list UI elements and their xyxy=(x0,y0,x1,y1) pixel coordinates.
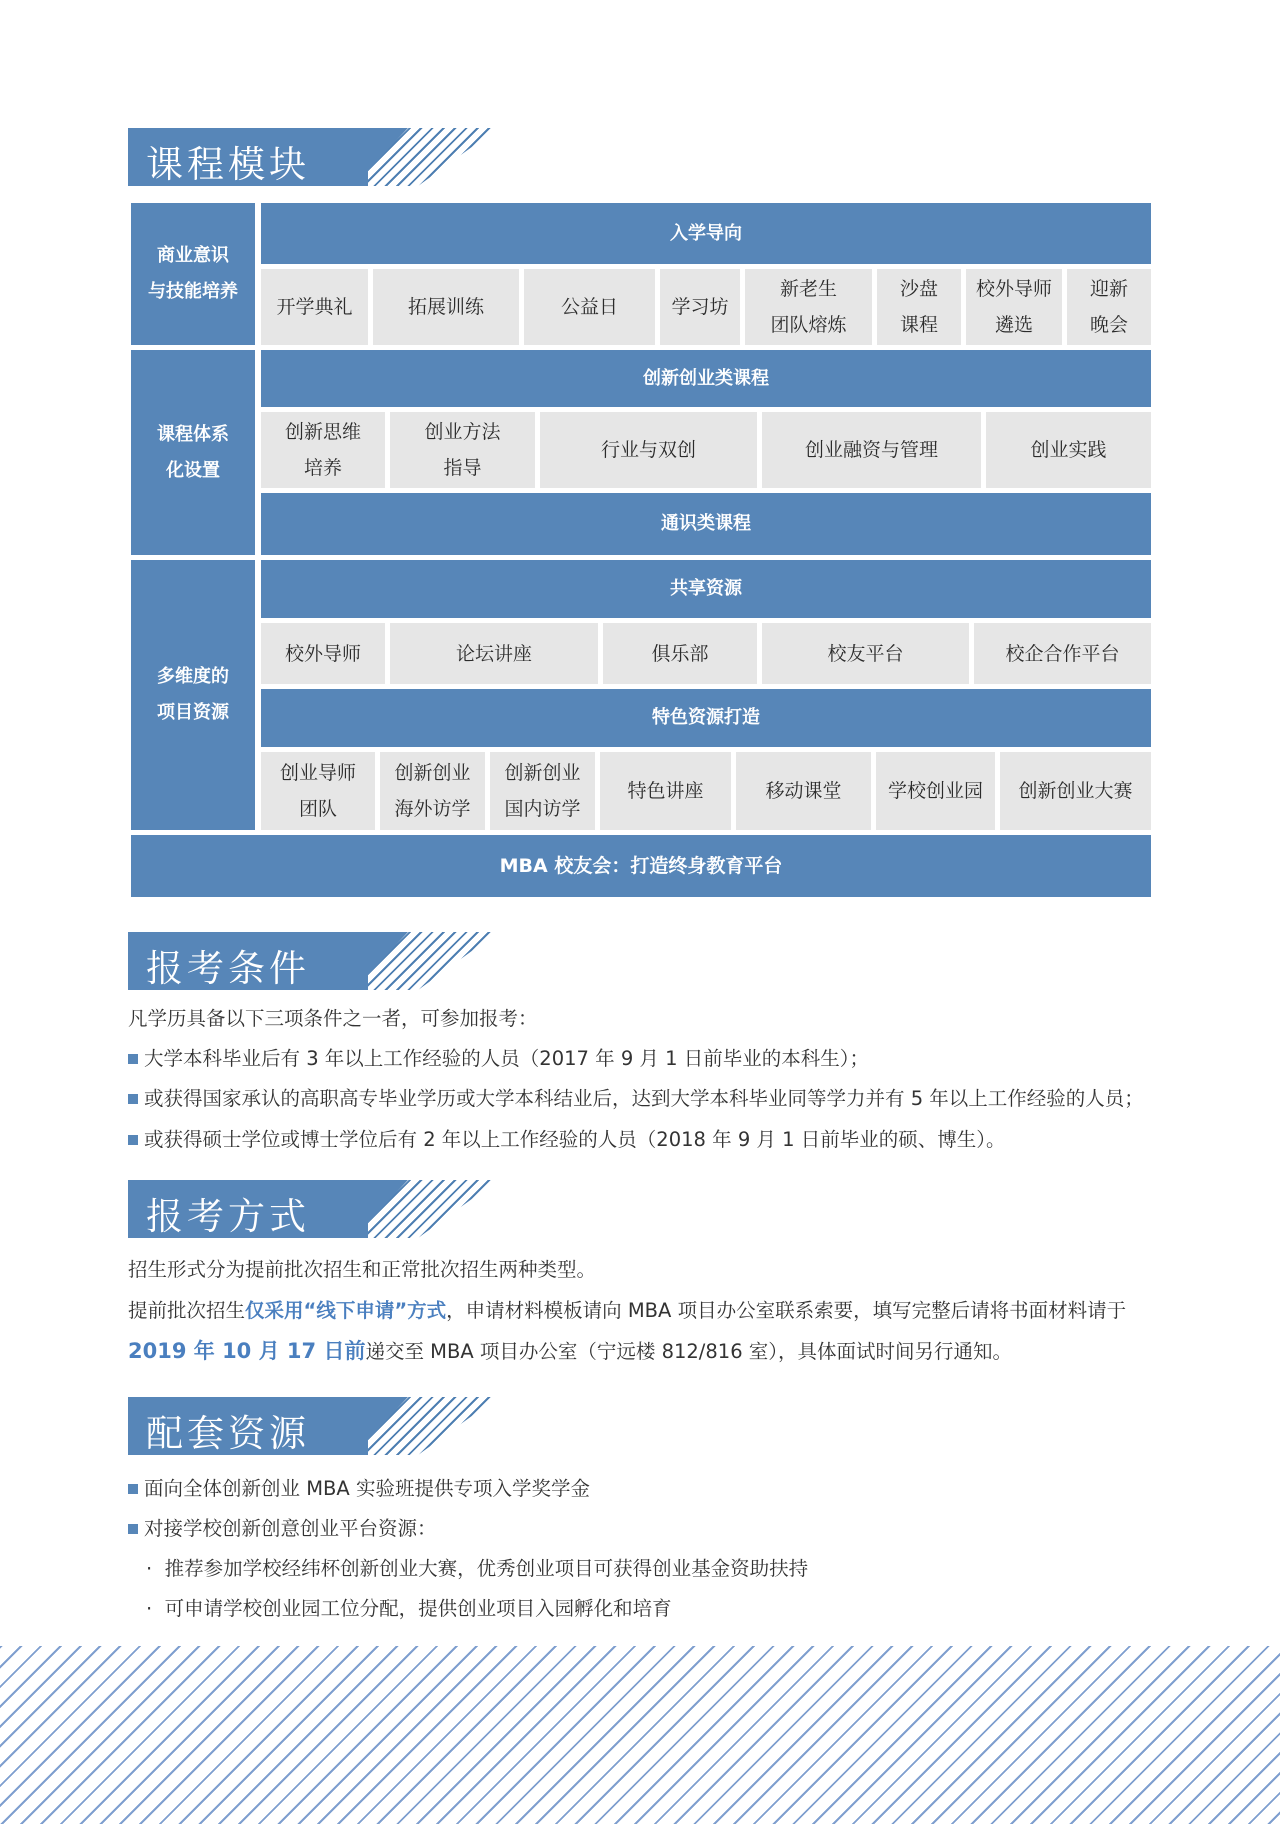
resource-item: 面向全体创新创业 MBA 实验班提供专项入学奖学金 xyxy=(128,1473,590,1501)
side-label-resources xyxy=(131,560,255,830)
special-item xyxy=(380,752,485,830)
side-line: 多维度的 xyxy=(157,666,229,687)
cell-line: 晚会 xyxy=(1089,314,1128,336)
side-line: 化设置 xyxy=(166,459,220,481)
special-item: 移动课堂 xyxy=(736,752,871,830)
side-line: 商业意识 xyxy=(157,245,229,266)
special-item: 创新创业大赛 xyxy=(1000,752,1151,830)
resource-subitem: · 可申请学校创业园工位分配，提供创业项目入园孵化和培育 xyxy=(146,1597,672,1620)
cell-line: 创新创业 xyxy=(504,762,581,784)
side-line: 课程体系 xyxy=(157,423,229,445)
shared-item: 论坛讲座 xyxy=(390,623,598,684)
cell-line: 创新思维 xyxy=(284,421,361,443)
resource-item: 对接学校创新创意创业平台资源： xyxy=(128,1513,437,1541)
alumni-footer: MBA 校友会：打造终身教育平台 xyxy=(131,835,1151,897)
shared-item: 俱乐部 xyxy=(603,623,757,684)
cell-line: 课程 xyxy=(899,314,938,336)
section-title: 报考条件 xyxy=(146,947,310,990)
method-line-2 xyxy=(128,1295,1126,1323)
condition-item: 大学本科毕业后有 3 年以上工作经验的人员（2017 年 9 月 1 日前毕业的本科生）； xyxy=(128,1043,869,1071)
side-label-business xyxy=(131,203,255,345)
heading-intro: 入学导向 xyxy=(261,203,1151,264)
condition-item: 或获得国家承认的高职高专毕业学历或大学本科结业后，达到大学本科毕业同等学力并有 5 年以上工作经验的人员； xyxy=(128,1083,1144,1111)
method-text: 递交至 MBA 项目办公室（宁远楼 812/816 室），具体面试时间另行通知。 xyxy=(365,1340,1013,1363)
shared-item: 校友平台 xyxy=(762,623,969,684)
section-title: 课程模块 xyxy=(146,143,310,186)
shared-item: 校企合作平台 xyxy=(974,623,1151,684)
innovation-item xyxy=(261,412,385,488)
section-header-method xyxy=(128,1180,498,1238)
method-text: ，申请材料模板请向 MBA 项目办公室联系索要，填写完整后请将书面材料请于 xyxy=(446,1299,1127,1322)
heading-special: 特色资源打造 xyxy=(261,689,1151,747)
method-line-1: 招生形式分为提前批次招生和正常批次招生两种类型。 xyxy=(128,1258,597,1281)
bottom-hatch-decoration xyxy=(0,1646,1280,1824)
cell-line: 沙盘 xyxy=(899,278,938,300)
innovation-item: 创业融资与管理 xyxy=(762,412,981,488)
subitem-text: 可申请学校创业园工位分配，提供创业项目入园孵化和培育 xyxy=(164,1597,672,1620)
cell-line: 团队熔炼 xyxy=(770,314,847,336)
cell-line: 海外访学 xyxy=(394,798,471,820)
resource-subitem: · 推荐参加学校经纬杯创新创业大赛，优秀创业项目可获得创业基金资助扶持 xyxy=(146,1557,809,1580)
section-header-conditions xyxy=(128,932,498,990)
innovation-item: 创业实践 xyxy=(986,412,1151,488)
side-line: 与技能培养 xyxy=(148,281,238,302)
cell-line: 指导 xyxy=(443,457,482,479)
side-line: 项目资源 xyxy=(157,702,229,723)
cell-line: 新老生 xyxy=(779,278,837,300)
cell-line: 国内访学 xyxy=(504,798,581,820)
cell-line: 校外导师 xyxy=(975,278,1052,300)
cell-line: 团队 xyxy=(298,798,337,820)
side-label-curriculum xyxy=(131,350,255,555)
intro-item xyxy=(1067,269,1151,345)
cell-line: 创业方法 xyxy=(424,421,501,443)
condition-item: 或获得硕士学位或博士学位后有 2 年以上工作经验的人员（2018 年 9 月 1 日前毕业的硕、博生）。 xyxy=(128,1124,1006,1152)
deadline-highlight: 2019 年 10 月 17 日前 xyxy=(128,1339,366,1363)
intro-item xyxy=(966,269,1062,345)
cell-line: 培养 xyxy=(303,457,342,479)
intro-item xyxy=(877,269,961,345)
section-header-resources xyxy=(128,1397,498,1455)
method-highlight: 仅采用“线下申请”方式 xyxy=(245,1299,447,1322)
intro-item: 开学典礼 xyxy=(261,269,368,345)
cell-line: 创业导师 xyxy=(279,762,356,784)
heading-general: 通识类课程 xyxy=(261,493,1151,555)
shared-item: 校外导师 xyxy=(261,623,385,684)
special-item xyxy=(490,752,595,830)
intro-item: 学习坊 xyxy=(660,269,740,345)
section-header-course xyxy=(128,128,498,186)
method-line-3 xyxy=(128,1335,1012,1365)
special-item xyxy=(261,752,375,830)
cell-line: 遴选 xyxy=(994,314,1033,336)
heading-innovation: 创新创业类课程 xyxy=(261,350,1151,407)
special-item: 特色讲座 xyxy=(600,752,731,830)
section-title: 配套资源 xyxy=(146,1412,310,1455)
heading-shared: 共享资源 xyxy=(261,560,1151,618)
conditions-intro: 凡学历具备以下三项条件之一者，可参加报考： xyxy=(128,1007,538,1030)
cell-line: 迎新 xyxy=(1089,278,1128,300)
section-title: 报考方式 xyxy=(146,1195,310,1238)
intro-item: 公益日 xyxy=(524,269,655,345)
intro-item xyxy=(745,269,872,345)
course-module-table xyxy=(131,203,1151,897)
cell-line: 创新创业 xyxy=(394,762,471,784)
special-item: 学校创业园 xyxy=(876,752,995,830)
intro-item: 拓展训练 xyxy=(373,269,519,345)
innovation-item xyxy=(390,412,535,488)
subitem-text: 推荐参加学校经纬杯创新创业大赛，优秀创业项目可获得创业基金资助扶持 xyxy=(164,1557,809,1580)
method-text: 提前批次招生 xyxy=(128,1299,246,1322)
innovation-item: 行业与双创 xyxy=(540,412,757,488)
